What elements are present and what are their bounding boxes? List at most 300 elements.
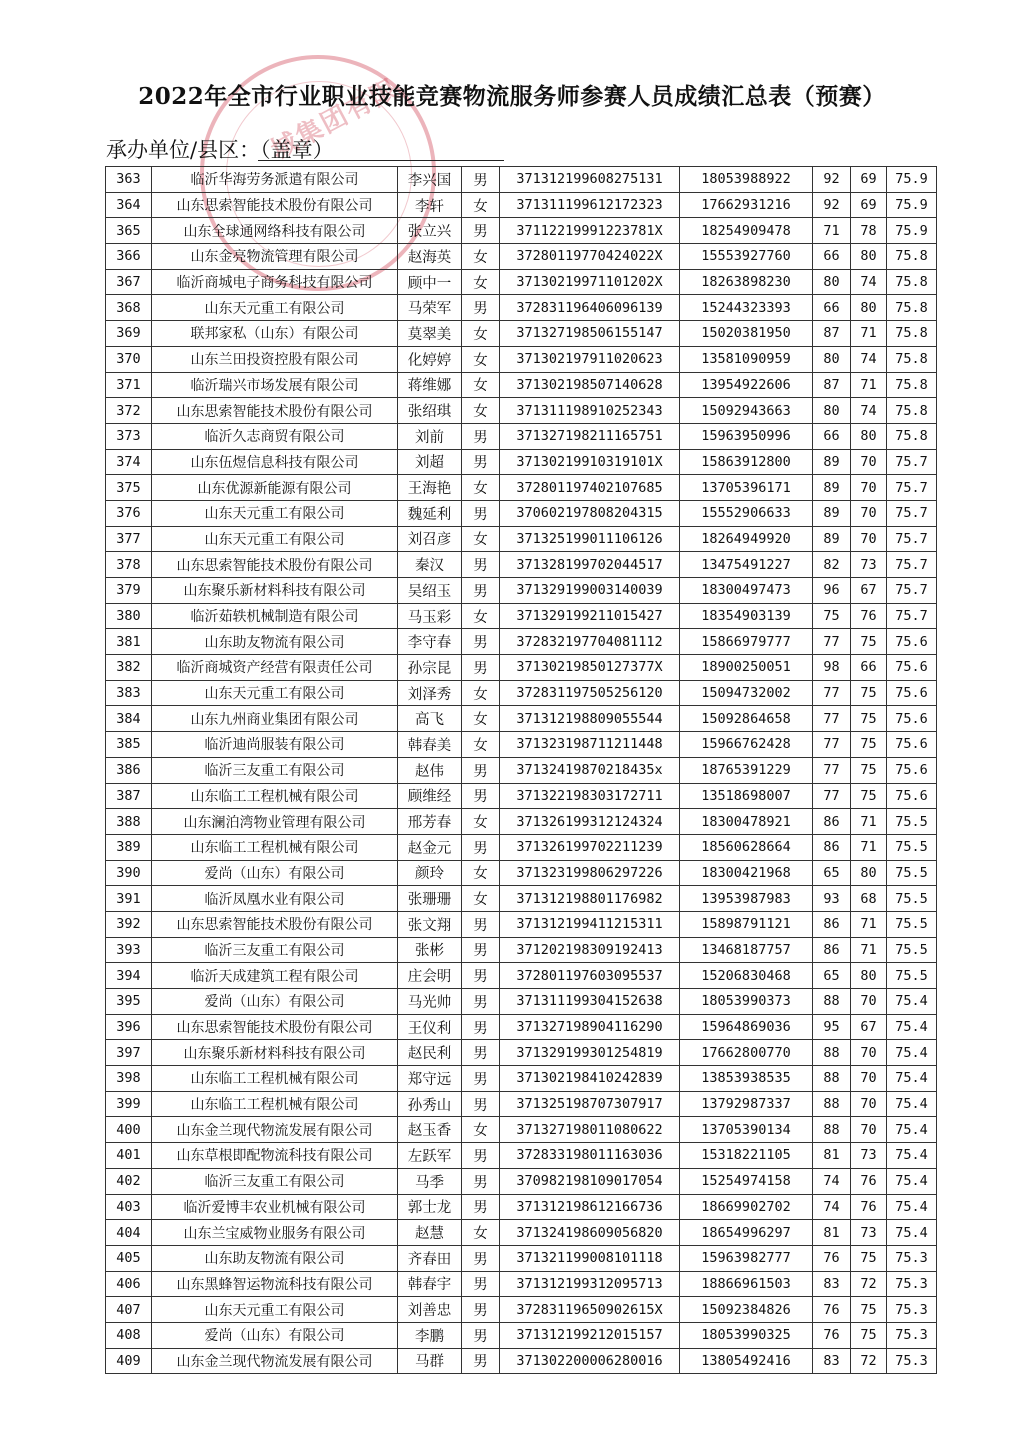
score-b-cell: 67 xyxy=(851,578,887,604)
total-score-cell: 75.4 xyxy=(887,1143,937,1169)
gender-cell: 女 xyxy=(462,680,500,706)
score-a-cell: 74 xyxy=(813,1168,851,1194)
score-b-cell: 75 xyxy=(851,732,887,758)
gender-cell: 男 xyxy=(462,295,500,321)
gender-cell: 男 xyxy=(462,1143,500,1169)
company-name-cell: 爱尚（山东）有限公司 xyxy=(152,1322,398,1348)
company-name-cell: 临沂凤凰水业有限公司 xyxy=(152,886,398,912)
phone-number-cell: 13705390134 xyxy=(680,1117,813,1143)
participant-name-cell: 赵伟 xyxy=(398,757,462,783)
score-b-cell: 78 xyxy=(851,218,887,244)
score-b-cell: 80 xyxy=(851,244,887,270)
id-number-cell: 372831196406096139 xyxy=(500,295,680,321)
document-title: 2022年全市行业职业技能竞赛物流服务师参赛人员成绩汇总表（预赛） xyxy=(138,83,886,110)
participant-name-cell: 顾中一 xyxy=(398,269,462,295)
company-name-cell: 山东金兰现代物流发展有限公司 xyxy=(152,1348,398,1374)
company-name-cell: 山东临工工程机械有限公司 xyxy=(152,834,398,860)
score-a-cell: 88 xyxy=(813,1040,851,1066)
row-number-cell: 379 xyxy=(106,578,152,604)
id-number-cell: 371329199211015427 xyxy=(500,603,680,629)
id-number-cell: 371323199806297226 xyxy=(500,860,680,886)
row-number-cell: 408 xyxy=(106,1322,152,1348)
phone-number-cell: 18300421968 xyxy=(680,860,813,886)
score-a-cell: 88 xyxy=(813,1117,851,1143)
table-row xyxy=(106,706,937,732)
participant-name-cell: 魏延利 xyxy=(398,500,462,526)
company-name-cell: 山东全球通网络科技有限公司 xyxy=(152,218,398,244)
score-b-cell: 70 xyxy=(851,1117,887,1143)
table-row xyxy=(106,192,937,218)
participant-name-cell: 化婷婷 xyxy=(398,346,462,372)
score-b-cell: 75 xyxy=(851,783,887,809)
phone-number-cell: 18654996297 xyxy=(680,1220,813,1246)
id-number-cell: 372801197603095537 xyxy=(500,963,680,989)
company-name-cell: 临沂商城电子商务科技有限公司 xyxy=(152,269,398,295)
participant-name-cell: 李守春 xyxy=(398,629,462,655)
participant-name-cell: 颜玲 xyxy=(398,860,462,886)
row-number-cell: 372 xyxy=(106,398,152,424)
row-number-cell: 375 xyxy=(106,475,152,501)
gender-cell: 男 xyxy=(462,834,500,860)
phone-number-cell: 15898791121 xyxy=(680,911,813,937)
id-number-cell: 371312199312095713 xyxy=(500,1271,680,1297)
participant-name-cell: 刘泽秀 xyxy=(398,680,462,706)
score-a-cell: 76 xyxy=(813,1245,851,1271)
id-number-cell: 371329199003140039 xyxy=(500,578,680,604)
gender-cell: 男 xyxy=(462,783,500,809)
score-a-cell: 80 xyxy=(813,269,851,295)
total-score-cell: 75.5 xyxy=(887,809,937,835)
total-score-cell: 75.8 xyxy=(887,423,937,449)
company-name-cell: 山东天元重工有限公司 xyxy=(152,1297,398,1323)
score-b-cell: 71 xyxy=(851,372,887,398)
gender-cell: 男 xyxy=(462,423,500,449)
score-b-cell: 70 xyxy=(851,500,887,526)
score-a-cell: 88 xyxy=(813,1091,851,1117)
row-number-cell: 373 xyxy=(106,423,152,449)
company-name-cell: 山东九州商业集团有限公司 xyxy=(152,706,398,732)
row-number-cell: 381 xyxy=(106,629,152,655)
score-a-cell: 86 xyxy=(813,937,851,963)
total-score-cell: 75.8 xyxy=(887,244,937,270)
participant-name-cell: 秦汉 xyxy=(398,552,462,578)
id-number-cell: 371328199702044517 xyxy=(500,552,680,578)
table-row xyxy=(106,989,937,1015)
score-a-cell: 88 xyxy=(813,1066,851,1092)
row-number-cell: 384 xyxy=(106,706,152,732)
gender-cell: 男 xyxy=(462,1091,500,1117)
gender-cell: 女 xyxy=(462,321,500,347)
organizer-label: 承办单位/县区：（盖章） xyxy=(106,138,334,162)
score-b-cell: 71 xyxy=(851,809,887,835)
gender-cell: 男 xyxy=(462,1348,500,1374)
company-name-cell: 山东黑蜂智运物流科技有限公司 xyxy=(152,1271,398,1297)
score-a-cell: 89 xyxy=(813,449,851,475)
total-score-cell: 75.5 xyxy=(887,911,937,937)
total-score-cell: 75.8 xyxy=(887,321,937,347)
score-b-cell: 80 xyxy=(851,963,887,989)
phone-number-cell: 15092384826 xyxy=(680,1297,813,1323)
results-table xyxy=(105,166,937,1374)
score-a-cell: 77 xyxy=(813,680,851,706)
phone-number-cell: 15254974158 xyxy=(680,1168,813,1194)
row-number-cell: 386 xyxy=(106,757,152,783)
score-a-cell: 66 xyxy=(813,244,851,270)
table-row xyxy=(106,603,937,629)
participant-name-cell: 齐春田 xyxy=(398,1245,462,1271)
id-number-cell: 371312199212015157 xyxy=(500,1322,680,1348)
table-row xyxy=(106,783,937,809)
row-number-cell: 401 xyxy=(106,1143,152,1169)
score-b-cell: 72 xyxy=(851,1271,887,1297)
phone-number-cell: 15092943663 xyxy=(680,398,813,424)
table-row xyxy=(106,732,937,758)
score-b-cell: 70 xyxy=(851,1091,887,1117)
table-row xyxy=(106,552,937,578)
gender-cell: 男 xyxy=(462,629,500,655)
participant-name-cell: 莫翠美 xyxy=(398,321,462,347)
participant-name-cell: 赵玉香 xyxy=(398,1117,462,1143)
total-score-cell: 75.5 xyxy=(887,834,937,860)
gender-cell: 男 xyxy=(462,1194,500,1220)
score-b-cell: 71 xyxy=(851,321,887,347)
company-name-cell: 山东金亮物流管理有限公司 xyxy=(152,244,398,270)
score-b-cell: 71 xyxy=(851,911,887,937)
id-number-cell: 371302200006280016 xyxy=(500,1348,680,1374)
phone-number-cell: 13705396171 xyxy=(680,475,813,501)
participant-name-cell: 刘召彦 xyxy=(398,526,462,552)
score-a-cell: 98 xyxy=(813,655,851,681)
row-number-cell: 365 xyxy=(106,218,152,244)
participant-name-cell: 孙宗昆 xyxy=(398,655,462,681)
gender-cell: 男 xyxy=(462,449,500,475)
gender-cell: 女 xyxy=(462,860,500,886)
score-a-cell: 71 xyxy=(813,218,851,244)
company-name-cell: 山东助友物流有限公司 xyxy=(152,1245,398,1271)
participant-name-cell: 高飞 xyxy=(398,706,462,732)
participant-name-cell: 郑守远 xyxy=(398,1066,462,1092)
id-number-cell: 372832197704081112 xyxy=(500,629,680,655)
phone-number-cell: 18866961503 xyxy=(680,1271,813,1297)
company-name-cell: 山东临工工程机械有限公司 xyxy=(152,1091,398,1117)
score-b-cell: 70 xyxy=(851,475,887,501)
score-b-cell: 66 xyxy=(851,655,887,681)
total-score-cell: 75.8 xyxy=(887,295,937,321)
row-number-cell: 399 xyxy=(106,1091,152,1117)
phone-number-cell: 15963950996 xyxy=(680,423,813,449)
total-score-cell: 75.4 xyxy=(887,1091,937,1117)
gender-cell: 女 xyxy=(462,475,500,501)
company-name-cell: 山东金兰现代物流发展有限公司 xyxy=(152,1117,398,1143)
id-number-cell: 371327198011080622 xyxy=(500,1117,680,1143)
gender-cell: 男 xyxy=(462,1322,500,1348)
row-number-cell: 409 xyxy=(106,1348,152,1374)
score-a-cell: 89 xyxy=(813,475,851,501)
row-number-cell: 398 xyxy=(106,1066,152,1092)
phone-number-cell: 15866979777 xyxy=(680,629,813,655)
participant-name-cell: 马季 xyxy=(398,1168,462,1194)
table-row xyxy=(106,1322,937,1348)
score-a-cell: 88 xyxy=(813,989,851,1015)
id-number-cell: 371327198211165751 xyxy=(500,423,680,449)
score-a-cell: 96 xyxy=(813,578,851,604)
score-b-cell: 71 xyxy=(851,834,887,860)
gender-cell: 女 xyxy=(462,346,500,372)
company-name-cell: 爱尚（山东）有限公司 xyxy=(152,860,398,886)
phone-number-cell: 13954922606 xyxy=(680,372,813,398)
gender-cell: 女 xyxy=(462,372,500,398)
table-row xyxy=(106,886,937,912)
company-name-cell: 山东天元重工有限公司 xyxy=(152,680,398,706)
table-row xyxy=(106,423,937,449)
gender-cell: 男 xyxy=(462,167,500,193)
company-name-cell: 山东澜泊湾物业管理有限公司 xyxy=(152,809,398,835)
company-name-cell: 山东天元重工有限公司 xyxy=(152,526,398,552)
participant-name-cell: 赵慧 xyxy=(398,1220,462,1246)
gender-cell: 女 xyxy=(462,1220,500,1246)
score-b-cell: 76 xyxy=(851,1168,887,1194)
total-score-cell: 75.4 xyxy=(887,1117,937,1143)
score-a-cell: 65 xyxy=(813,963,851,989)
phone-number-cell: 15206830468 xyxy=(680,963,813,989)
gender-cell: 女 xyxy=(462,526,500,552)
gender-cell: 男 xyxy=(462,1245,500,1271)
seal-text: 城集团有限 xyxy=(266,73,405,166)
table-row xyxy=(106,1168,937,1194)
table-row xyxy=(106,1194,937,1220)
score-b-cell: 75 xyxy=(851,706,887,732)
id-number-cell: 371321199008101118 xyxy=(500,1245,680,1271)
score-a-cell: 89 xyxy=(813,526,851,552)
row-number-cell: 388 xyxy=(106,809,152,835)
row-number-cell: 363 xyxy=(106,167,152,193)
participant-name-cell: 王海艳 xyxy=(398,475,462,501)
id-number-cell: 372801197402107685 xyxy=(500,475,680,501)
table-row xyxy=(106,937,937,963)
score-b-cell: 75 xyxy=(851,757,887,783)
company-name-cell: 山东聚乐新材料科技有限公司 xyxy=(152,1040,398,1066)
score-a-cell: 86 xyxy=(813,911,851,937)
total-score-cell: 75.4 xyxy=(887,1014,937,1040)
score-b-cell: 70 xyxy=(851,449,887,475)
gender-cell: 男 xyxy=(462,218,500,244)
phone-number-cell: 18053988922 xyxy=(680,167,813,193)
row-number-cell: 369 xyxy=(106,321,152,347)
gender-cell: 男 xyxy=(462,552,500,578)
id-number-cell: 371326199312124324 xyxy=(500,809,680,835)
score-b-cell: 73 xyxy=(851,552,887,578)
score-b-cell: 75 xyxy=(851,1245,887,1271)
id-number-cell: 370982198109017054 xyxy=(500,1168,680,1194)
table-row xyxy=(106,860,937,886)
table-row xyxy=(106,1348,937,1374)
phone-number-cell: 18765391229 xyxy=(680,757,813,783)
total-score-cell: 75.6 xyxy=(887,655,937,681)
id-number-cell: 372833198011163036 xyxy=(500,1143,680,1169)
row-number-cell: 385 xyxy=(106,732,152,758)
id-number-cell: 371323198711211448 xyxy=(500,732,680,758)
score-a-cell: 81 xyxy=(813,1143,851,1169)
participant-name-cell: 刘超 xyxy=(398,449,462,475)
participant-name-cell: 韩春美 xyxy=(398,732,462,758)
gender-cell: 男 xyxy=(462,1297,500,1323)
row-number-cell: 371 xyxy=(106,372,152,398)
table-row xyxy=(106,1117,937,1143)
table-row xyxy=(106,1091,937,1117)
row-number-cell: 378 xyxy=(106,552,152,578)
table-row xyxy=(106,680,937,706)
row-number-cell: 383 xyxy=(106,680,152,706)
row-number-cell: 396 xyxy=(106,1014,152,1040)
total-score-cell: 75.3 xyxy=(887,1297,937,1323)
table-row xyxy=(106,1271,937,1297)
phone-number-cell: 15552906633 xyxy=(680,500,813,526)
phone-number-cell: 18560628664 xyxy=(680,834,813,860)
id-number-cell: 37130219910319101X xyxy=(500,449,680,475)
phone-number-cell: 13953987983 xyxy=(680,886,813,912)
table-row xyxy=(106,398,937,424)
phone-number-cell: 13853938535 xyxy=(680,1066,813,1092)
score-b-cell: 69 xyxy=(851,167,887,193)
score-a-cell: 92 xyxy=(813,167,851,193)
row-number-cell: 368 xyxy=(106,295,152,321)
id-number-cell: 371322198303172711 xyxy=(500,783,680,809)
table-row xyxy=(106,1245,937,1271)
id-number-cell: 371312199608275131 xyxy=(500,167,680,193)
gender-cell: 女 xyxy=(462,1117,500,1143)
row-number-cell: 400 xyxy=(106,1117,152,1143)
participant-name-cell: 张珊珊 xyxy=(398,886,462,912)
table-row xyxy=(106,1297,937,1323)
gender-cell: 男 xyxy=(462,757,500,783)
company-name-cell: 临沂商城资产经营有限责任公司 xyxy=(152,655,398,681)
row-number-cell: 367 xyxy=(106,269,152,295)
phone-number-cell: 13792987337 xyxy=(680,1091,813,1117)
company-name-cell: 山东聚乐新材料科技有限公司 xyxy=(152,578,398,604)
id-number-cell: 371329199301254819 xyxy=(500,1040,680,1066)
row-number-cell: 395 xyxy=(106,989,152,1015)
table-row xyxy=(106,809,937,835)
participant-name-cell: 张文翔 xyxy=(398,911,462,937)
score-a-cell: 76 xyxy=(813,1322,851,1348)
row-number-cell: 364 xyxy=(106,192,152,218)
company-name-cell: 山东助友物流有限公司 xyxy=(152,629,398,655)
phone-number-cell: 15966762428 xyxy=(680,732,813,758)
phone-number-cell: 18263898230 xyxy=(680,269,813,295)
score-b-cell: 73 xyxy=(851,1143,887,1169)
id-number-cell: 37132419870218435x xyxy=(500,757,680,783)
phone-number-cell: 18900250051 xyxy=(680,655,813,681)
table-row xyxy=(106,757,937,783)
row-number-cell: 407 xyxy=(106,1297,152,1323)
row-number-cell: 366 xyxy=(106,244,152,270)
score-a-cell: 86 xyxy=(813,834,851,860)
score-b-cell: 74 xyxy=(851,398,887,424)
company-name-cell: 山东优源新能源有限公司 xyxy=(152,475,398,501)
phone-number-cell: 15020381950 xyxy=(680,321,813,347)
participant-name-cell: 顾维经 xyxy=(398,783,462,809)
row-number-cell: 403 xyxy=(106,1194,152,1220)
gender-cell: 男 xyxy=(462,911,500,937)
score-a-cell: 77 xyxy=(813,757,851,783)
participant-name-cell: 马群 xyxy=(398,1348,462,1374)
row-number-cell: 397 xyxy=(106,1040,152,1066)
row-number-cell: 405 xyxy=(106,1245,152,1271)
score-b-cell: 75 xyxy=(851,680,887,706)
id-number-cell: 37130219971101202X xyxy=(500,269,680,295)
score-b-cell: 80 xyxy=(851,860,887,886)
score-b-cell: 80 xyxy=(851,295,887,321)
table-row xyxy=(106,449,937,475)
participant-name-cell: 郭士龙 xyxy=(398,1194,462,1220)
score-b-cell: 75 xyxy=(851,1322,887,1348)
score-a-cell: 92 xyxy=(813,192,851,218)
phone-number-cell: 18053990373 xyxy=(680,989,813,1015)
participant-name-cell: 吴绍玉 xyxy=(398,578,462,604)
score-a-cell: 87 xyxy=(813,372,851,398)
id-number-cell: 371311198910252343 xyxy=(500,398,680,424)
total-score-cell: 75.8 xyxy=(887,346,937,372)
score-a-cell: 77 xyxy=(813,783,851,809)
score-b-cell: 80 xyxy=(851,423,887,449)
table-row xyxy=(106,578,937,604)
score-a-cell: 74 xyxy=(813,1194,851,1220)
total-score-cell: 75.6 xyxy=(887,732,937,758)
total-score-cell: 75.6 xyxy=(887,783,937,809)
row-number-cell: 393 xyxy=(106,937,152,963)
total-score-cell: 75.7 xyxy=(887,500,937,526)
table-row xyxy=(106,244,937,270)
company-name-cell: 临沂茹轶机械制造有限公司 xyxy=(152,603,398,629)
phone-number-cell: 15964869036 xyxy=(680,1014,813,1040)
id-number-cell: 371325199011106126 xyxy=(500,526,680,552)
total-score-cell: 75.4 xyxy=(887,1194,937,1220)
id-number-cell: 371327198506155147 xyxy=(500,321,680,347)
total-score-cell: 75.4 xyxy=(887,1066,937,1092)
company-name-cell: 临沂三友重工有限公司 xyxy=(152,757,398,783)
score-b-cell: 74 xyxy=(851,346,887,372)
gender-cell: 男 xyxy=(462,578,500,604)
table-row xyxy=(106,963,937,989)
gender-cell: 女 xyxy=(462,244,500,270)
total-score-cell: 75.3 xyxy=(887,1271,937,1297)
id-number-cell: 371312198801176982 xyxy=(500,886,680,912)
total-score-cell: 75.8 xyxy=(887,398,937,424)
id-number-cell: 37112219991223781X xyxy=(500,218,680,244)
row-number-cell: 406 xyxy=(106,1271,152,1297)
table-row xyxy=(106,655,937,681)
table-row xyxy=(106,1143,937,1169)
phone-number-cell: 15863912800 xyxy=(680,449,813,475)
score-a-cell: 93 xyxy=(813,886,851,912)
row-number-cell: 394 xyxy=(106,963,152,989)
gender-cell: 男 xyxy=(462,1040,500,1066)
phone-number-cell: 18264949920 xyxy=(680,526,813,552)
table-row xyxy=(106,218,937,244)
row-number-cell: 377 xyxy=(106,526,152,552)
score-a-cell: 66 xyxy=(813,423,851,449)
company-name-cell: 山东天元重工有限公司 xyxy=(152,295,398,321)
score-b-cell: 74 xyxy=(851,269,887,295)
participant-name-cell: 张彬 xyxy=(398,937,462,963)
participant-name-cell: 王仪利 xyxy=(398,1014,462,1040)
score-b-cell: 70 xyxy=(851,1040,887,1066)
company-name-cell: 临沂久志商贸有限公司 xyxy=(152,423,398,449)
gender-cell: 女 xyxy=(462,269,500,295)
total-score-cell: 75.5 xyxy=(887,860,937,886)
participant-name-cell: 蒋维娜 xyxy=(398,372,462,398)
score-a-cell: 80 xyxy=(813,398,851,424)
